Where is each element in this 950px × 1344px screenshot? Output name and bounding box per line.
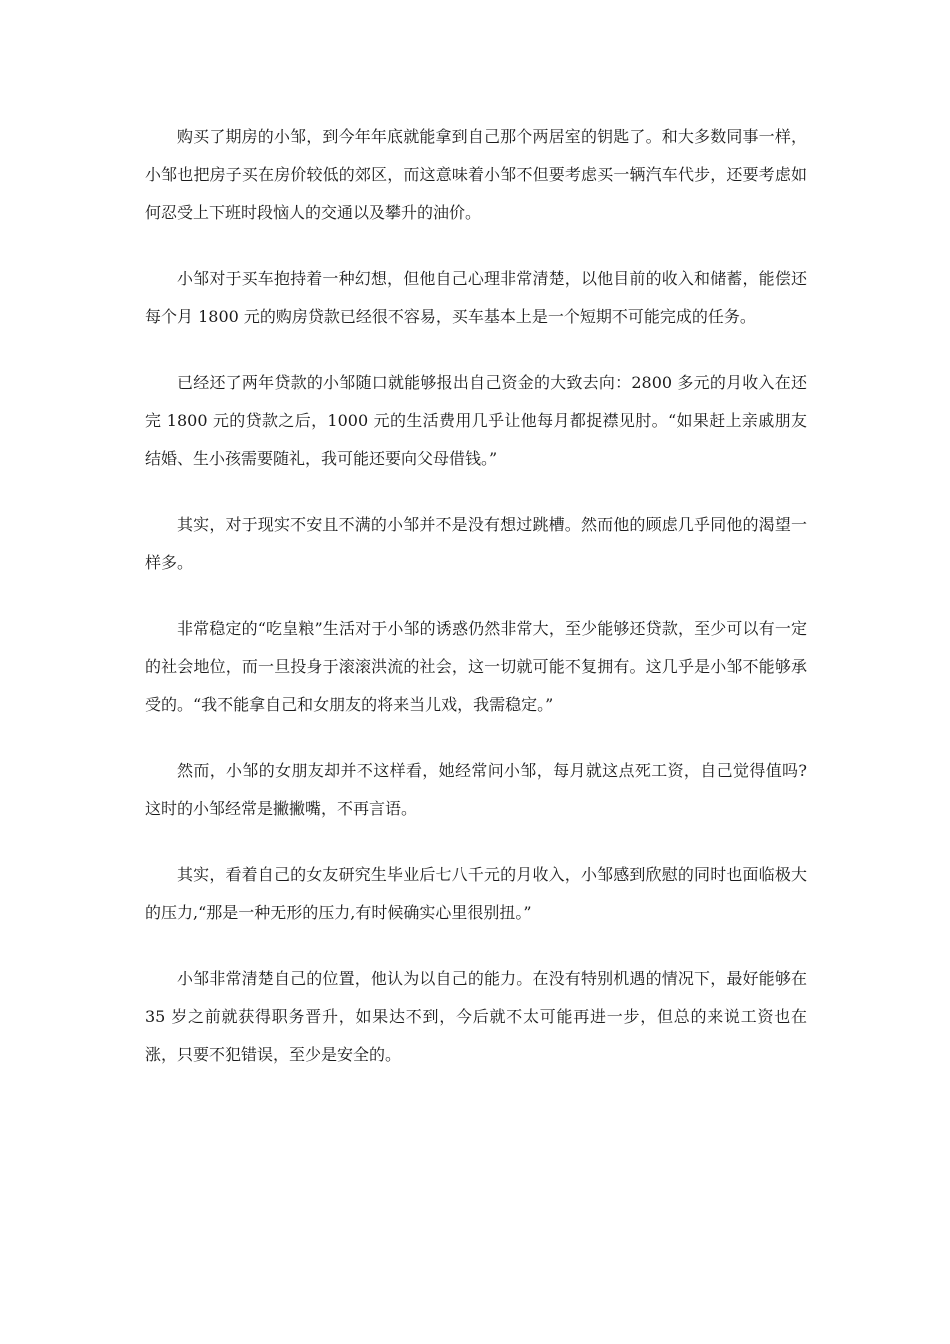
paragraph: 购买了期房的小邹，到今年年底就能拿到自己那个两居室的钥匙了。和大多数同事一样，小邹也把房子买在房价较低的郊区，而这意味着小邹不但要考虑买一辆汽车代步，还要考虑如何忍受上下班时段恼人的交通以及攀升的油价。 — [145, 127, 807, 222]
paragraph: 已经还了两年贷款的小邹随口就能够报出自己资金的大致去向：2800 多元的月收入在还完 1800 元的贷款之后，1000 元的生活费用几乎让他每月都捉襟见肘。“如果赶上亲戚朋友结婚、生小孩需要随礼，我可能还要向父母借钱。” — [145, 373, 807, 468]
paragraph: 然而，小邹的女朋友却并不这样看，她经常问小邹，每月就这点死工资，自己觉得值吗?这时的小邹经常是撇撇嘴，不再言语。 — [145, 761, 807, 818]
paragraph: 其实，对于现实不安且不满的小邹并不是没有想过跳槽。然而他的顾虑几乎同他的渴望一样多。 — [145, 515, 807, 572]
paragraph: 非常稳定的“吃皇粮”生活对于小邹的诱惑仍然非常大，至少能够还贷款，至少可以有一定的社会地位，而一旦投身于滚滚洪流的社会，这一切就可能不复拥有。这几乎是小邹不能够承受的。“我不能拿自己和女朋友的将来当儿戏，我需稳定。” — [145, 619, 807, 714]
paragraph: 其实，看着自己的女友研究生毕业后七八千元的月收入，小邹感到欣慰的同时也面临极大的压力,“那是一种无形的压力,有时候确实心里很别扭。” — [145, 865, 807, 922]
paragraph: 小邹非常清楚自己的位置，他认为以自己的能力。在没有特别机遇的情况下，最好能够在 35 岁之前就获得职务晋升，如果达不到，今后就不太可能再进一步，但总的来说工资也在涨，只要不犯错误，至少是安全的。 — [145, 969, 807, 1064]
document-body — [145, 118, 807, 1102]
paragraph: 小邹对于买车抱持着一种幻想，但他自己心理非常清楚，以他目前的收入和储蓄，能偿还每个月 1800 元的购房贷款已经很不容易，买车基本上是一个短期不可能完成的任务。 — [145, 269, 807, 326]
